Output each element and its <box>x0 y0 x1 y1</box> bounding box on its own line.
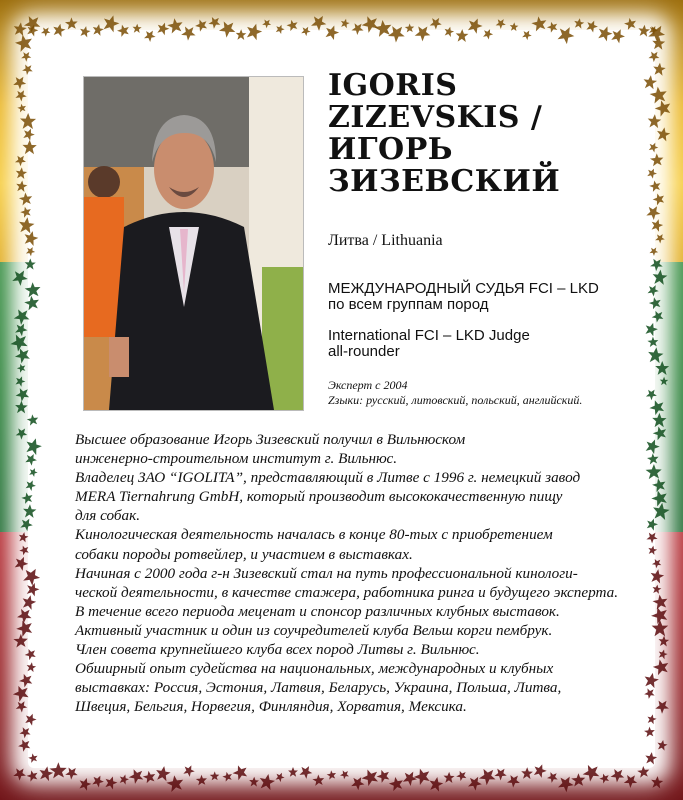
judge-portrait-illustration <box>84 77 303 410</box>
bio-line: В течение всего периода меценат и спонсор различных клубных выставок. <box>75 602 560 620</box>
judge-name-title <box>328 70 648 198</box>
bio-line: для собак. <box>75 507 141 525</box>
expert-languages: Zзыки: русский, литовский, польский, английский. <box>328 393 583 407</box>
bio-line: Кинологическая деятельность началась в конце 80-тых с приобретением <box>75 526 553 544</box>
bio-line: Начиная с 2000 года г-н Зизевский стал на путь профессиональной кинологи- <box>75 564 578 582</box>
bio-line: Член совета крупнейшего клуба всех пород Литвы г. Вильнюс. <box>75 641 480 659</box>
bio-line: MERA Tiernahrung GmbH, который производит высококачественную пищу <box>75 488 563 506</box>
judge-title-russian <box>328 281 648 313</box>
judge-photo <box>83 76 304 411</box>
name-line-1: IGORIS <box>328 68 458 103</box>
bio-line: Владелец ЗАО “IGOLITA”, представляющий в Литве с 1996 г. немецкий завод <box>75 469 581 487</box>
bio-line: инженерно-строительном институт г. Вильнюс. <box>75 450 398 468</box>
biography <box>75 430 635 716</box>
judge-en-line-1: International FCI – LKD Judge <box>328 327 530 344</box>
bio-line: собаки породы ротвейлер, и участием в выставках. <box>75 545 413 563</box>
name-line-2: ZIZEVSKIS / <box>328 100 543 135</box>
judge-ru-line-1: МЕЖДУНАРОДНЫЙ СУДЬЯ FCI – LKD <box>328 280 599 297</box>
expert-info <box>328 378 648 408</box>
name-line-3: ИГОРЬ <box>328 132 454 167</box>
bio-line: Высшее образование Игорь Зизевский получил в Вильнюском <box>75 431 466 448</box>
name-line-4: ЗИЗЕВСКИЙ <box>328 164 561 199</box>
bio-line: Швеция, Бельгия, Норвегия, Финляндия, Хорватия, Мексика. <box>75 698 467 716</box>
judge-ru-line-2: по всем группам пород <box>328 296 489 313</box>
bio-line: ческой деятельности, в качестве стажера, работника ринга и будущего эксперта. <box>75 583 619 601</box>
country-label: Литва / Lithuania <box>328 232 443 249</box>
judge-title-english <box>328 328 648 360</box>
expert-since: Эксперт с 2004 <box>328 378 408 392</box>
bio-line: Активный участник и один из соучредителей клуба Вельш корги пембрук. <box>75 621 553 639</box>
judge-en-line-2: all-rounder <box>328 343 400 360</box>
bio-line: выставках: Россия, Эстония, Латвия, Беларусь, Украина, Польша, Литва, <box>75 679 562 697</box>
bio-line: Обширный опыт судейства на национальных, международных и клубных <box>75 660 554 678</box>
